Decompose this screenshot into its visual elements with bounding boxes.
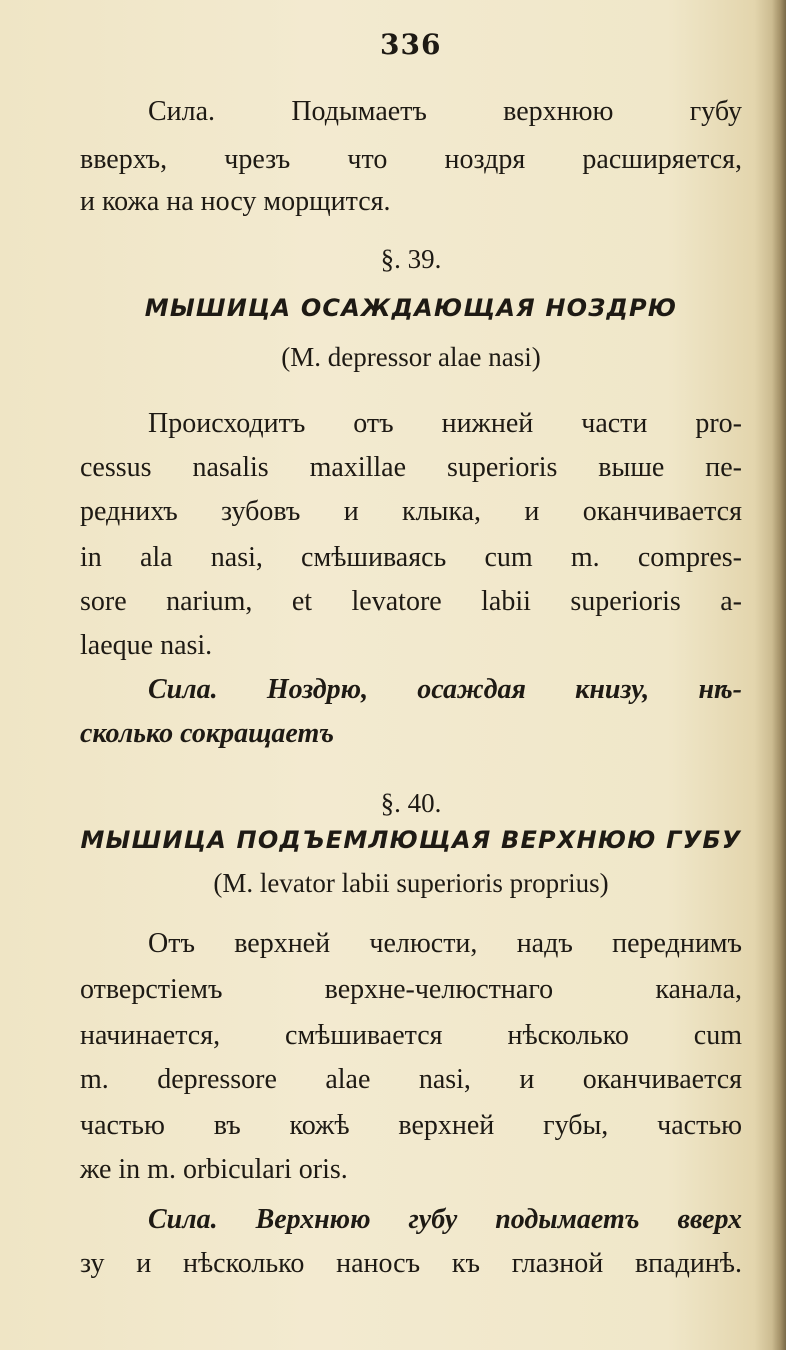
text-line: Отъ верхней челюсти, надъ переднимъ bbox=[148, 928, 742, 959]
latin-name: (M. levator labii superioris proprius) bbox=[213, 868, 609, 898]
text-line: Сила. Ноздрю, осаждая книзу, нѣ- bbox=[148, 674, 742, 705]
text-line: laeque nasi. bbox=[80, 630, 213, 661]
page-edge-shadow bbox=[772, 0, 786, 1350]
text-line: начинается, смѣшивается нѣсколько cum bbox=[80, 1020, 742, 1051]
text-line: Сила. Верхнюю губу подымаетъ вверх bbox=[148, 1204, 742, 1235]
text-line: частью въ кожѣ верхней губы, частью bbox=[80, 1110, 742, 1141]
text-line: cessus nasalis maxillae superioris выше пе- bbox=[80, 452, 742, 483]
section-number: §. 39. bbox=[380, 244, 442, 274]
section-number: §. 40. bbox=[380, 788, 442, 818]
text-line: вверхъ, чрезъ что ноздря расширяется, bbox=[80, 144, 742, 175]
text-line: зу и нѣсколько наносъ къ глазной впадинѣ. bbox=[80, 1248, 742, 1279]
text-line: сколько сокращаетъ bbox=[80, 718, 334, 749]
text-line: in ala nasi, смѣшиваясь cum m. compres- bbox=[80, 542, 742, 573]
section-title: МЫШИЦА ПОДЪЕМЛЮЩАЯ ВЕРХНЮЮ ГУБУ bbox=[80, 826, 742, 854]
text-line: Сила. Подымаетъ верхнюю губу bbox=[148, 96, 742, 127]
section-title: МЫШИЦА ОСАЖДАЮЩАЯ НОЗДРЮ bbox=[144, 294, 678, 322]
text-line: реднихъ зубовъ и клыка, и оканчивается bbox=[80, 496, 742, 527]
text-line: и кожа на носу морщится. bbox=[80, 186, 391, 217]
text-line: же in m. orbiculari oris. bbox=[80, 1154, 348, 1185]
text-line: отверстіемъ верхне-челюстнаго канала, bbox=[80, 974, 742, 1005]
page-number: 336 bbox=[380, 28, 442, 61]
text-line: Происходитъ отъ нижней части pro- bbox=[148, 408, 742, 439]
latin-name: (M. depressor alae nasi) bbox=[281, 342, 541, 372]
text-line: sore narium, et levatore labii superioris a- bbox=[80, 586, 742, 617]
text-line: m. depressore alae nasi, и оканчивается bbox=[80, 1064, 742, 1095]
